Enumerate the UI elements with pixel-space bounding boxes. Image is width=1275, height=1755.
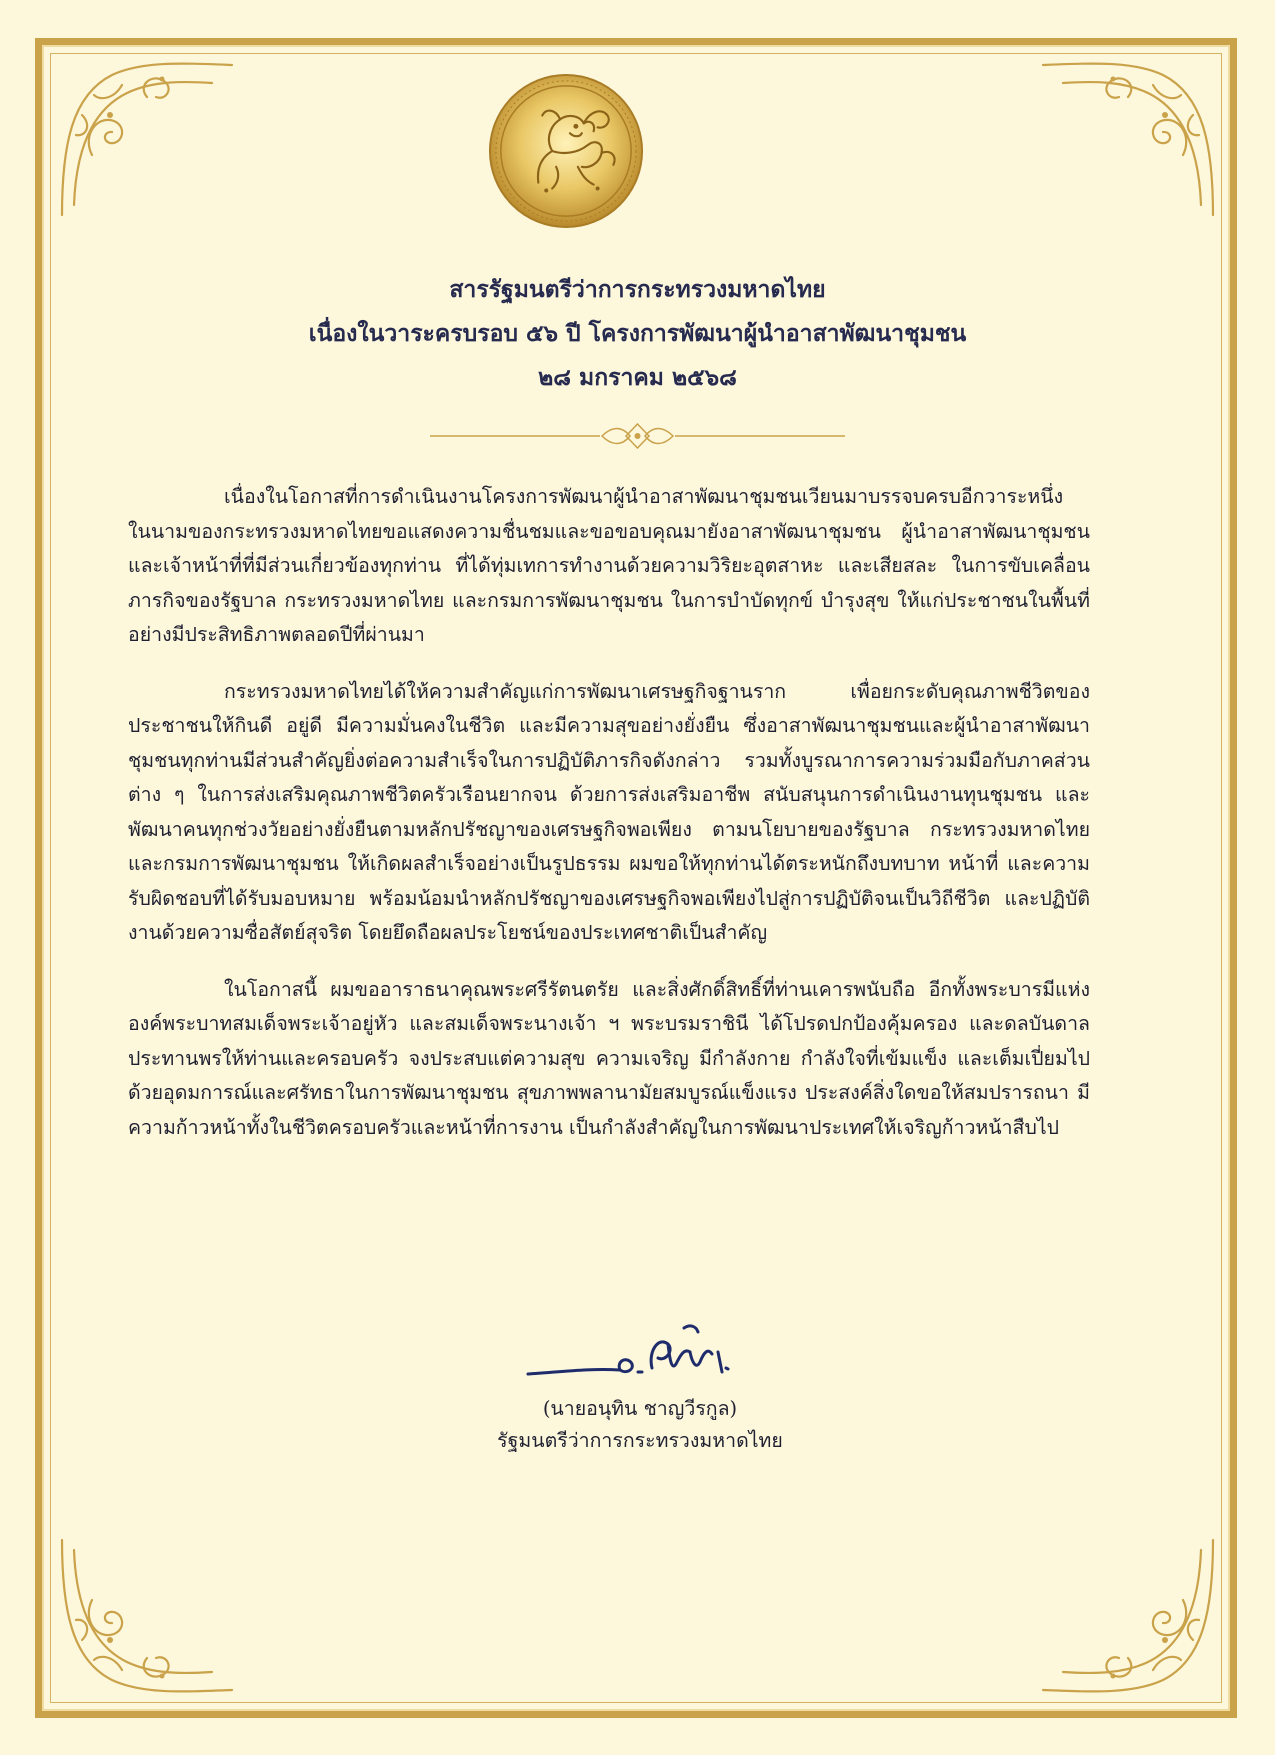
signer-block (440, 1393, 840, 1457)
corner-ornament-icon (1033, 1530, 1223, 1700)
message-body (128, 480, 1090, 1167)
message-title (130, 268, 1145, 400)
corner-ornament-icon (1033, 55, 1223, 225)
paragraph-3: ในโอกาสนี้ ผมขออาราธนาคุณพระศรีรัตนตรัย และสิ่งศักดิ์สิทธิ์ที่ท่านเคารพนับถือ อีกทั้งพระบารมีแห่งองค์พระบาทสมเด็จพระเจ้าอยู่หัว และสมเด็จพระนางเจ้า ฯ พระบรมราชินี ได้โปรดปกป้องคุ้มครอง และดลบันดาลประทานพรให้ท่านและครอบครัว จงประสบแต่ความสุข ความเจริญ มีกำลังกาย กำลังใจที่เข้มแข็ง และเต็มเปี่ยมไปด้วยอุดมการณ์และศรัทธาในการพัฒนาชุมชน สุขภาพพลานามัยสมบูรณ์แข็งแรง ประสงค์สิ่งใดขอให้สมปรารถนา มีความก้าวหน้าทั้งในชีวิตครอบครัวและหน้าที่การงาน เป็นกำลังสำคัญในการพัฒนาประเทศให้เจริญก้าวหน้าสืบไป (128, 977, 1090, 1139)
signer-position: รัฐมนตรีว่าการกระทรวงมหาดไทย (497, 1429, 783, 1452)
paragraph-2: กระทรวงมหาดไทยได้ให้ความสำคัญแก่การพัฒนาเศรษฐกิจฐานราก เพื่อยกระดับคุณภาพชีวิตของประชาชนให้กินดี อยู่ดี มีความมั่นคงในชีวิต และมีความสุขอย่างยั่งยืน ซึ่งอาสาพัฒนาชุมชนและผู้นำอาสาพัฒนาชุมชนทุกท่านมีส่วนสำคัญยิ่งต่อความสำเร็จในการปฏิบัติภารกิจดังกล่าว รวมทั้งบูรณาการความร่วมมือกับภาคส่วนต่าง ๆ ในการส่งเสริมคุณภาพชีวิตครัวเรือนยากจน ด้วยการส่งเสริมอาชีพ สนับสนุนการดำเนินงานทุนชุมชน และพัฒนาคนทุกช่วงวัยอย่างยั่งยืนตามหลักปรัชญาของเศรษฐกิจพอเพียง ตามนโยบายของรัฐบาล กระทรวงมหาดไทย และกรมการพัฒนาชุมชน ให้เกิดผลสำเร็จอย่างเป็นรูปธรรม ผมขอให้ทุกท่านได้ตระหนักถึงบทบาท หน้าที่ และความรับผิดชอบที่ได้รับมอบหมาย พร้อมน้อมนำหลักปรัชญาของเศรษฐกิจพอเพียงไปสู่การปฏิบัติจนเป็นวิถีชีวิต และปฏิบัติงานด้วยความซื่อสัตย์สุจริต โดยยึดถือผลประโยชน์ของประเทศชาติเป็นสำคัญ (128, 679, 1090, 944)
corner-ornament-icon (52, 55, 242, 225)
signature-icon (520, 1322, 745, 1392)
title-line-2: เนื่องในวาระครบรอบ ๕๖ ปี โครงการพัฒนาผู้นำอาสาพัฒนาชุมชน (308, 320, 967, 347)
title-line-3-date: ๒๘ มกราคม ๒๕๖๘ (538, 364, 737, 391)
title-divider-ornament-icon (430, 418, 845, 454)
title-line-1: สารรัฐมนตรีว่าการกระทรวงมหาดไทย (449, 276, 826, 303)
ministry-seal-icon (487, 72, 645, 230)
corner-ornament-icon (52, 1530, 242, 1700)
paragraph-1: เนื่องในโอกาสที่การดำเนินงานโครงการพัฒนาผู้นำอาสาพัฒนาชุมชนเวียนมาบรรจบครบอีกวาระหนึ่ง ในนามของกระทรวงมหาดไทยขอแสดงความชื่นชมและขอขอบคุณมายังอาสาพัฒนาชุมชน ผู้นำอาสาพัฒนาชุมชน และเจ้าหน้าที่ที่มีส่วนเกี่ยวข้องทุกท่าน ที่ได้ทุ่มเทการทำงานด้วยความวิริยะอุตสาหะ และเสียสละ ในการขับเคลื่อนภารกิจของรัฐบาล กระทรวงมหาดไทย และกรมการพัฒนาชุมชน ในการบำบัดทุกข์ บำรุงสุข ให้แก่ประชาชนในพื้นที่อย่างมีประสิทธิภาพตลอดปีที่ผ่านมา (128, 485, 1090, 646)
signer-name: (นายอนุทิน ชาญวีรกูล) (542, 1397, 738, 1420)
